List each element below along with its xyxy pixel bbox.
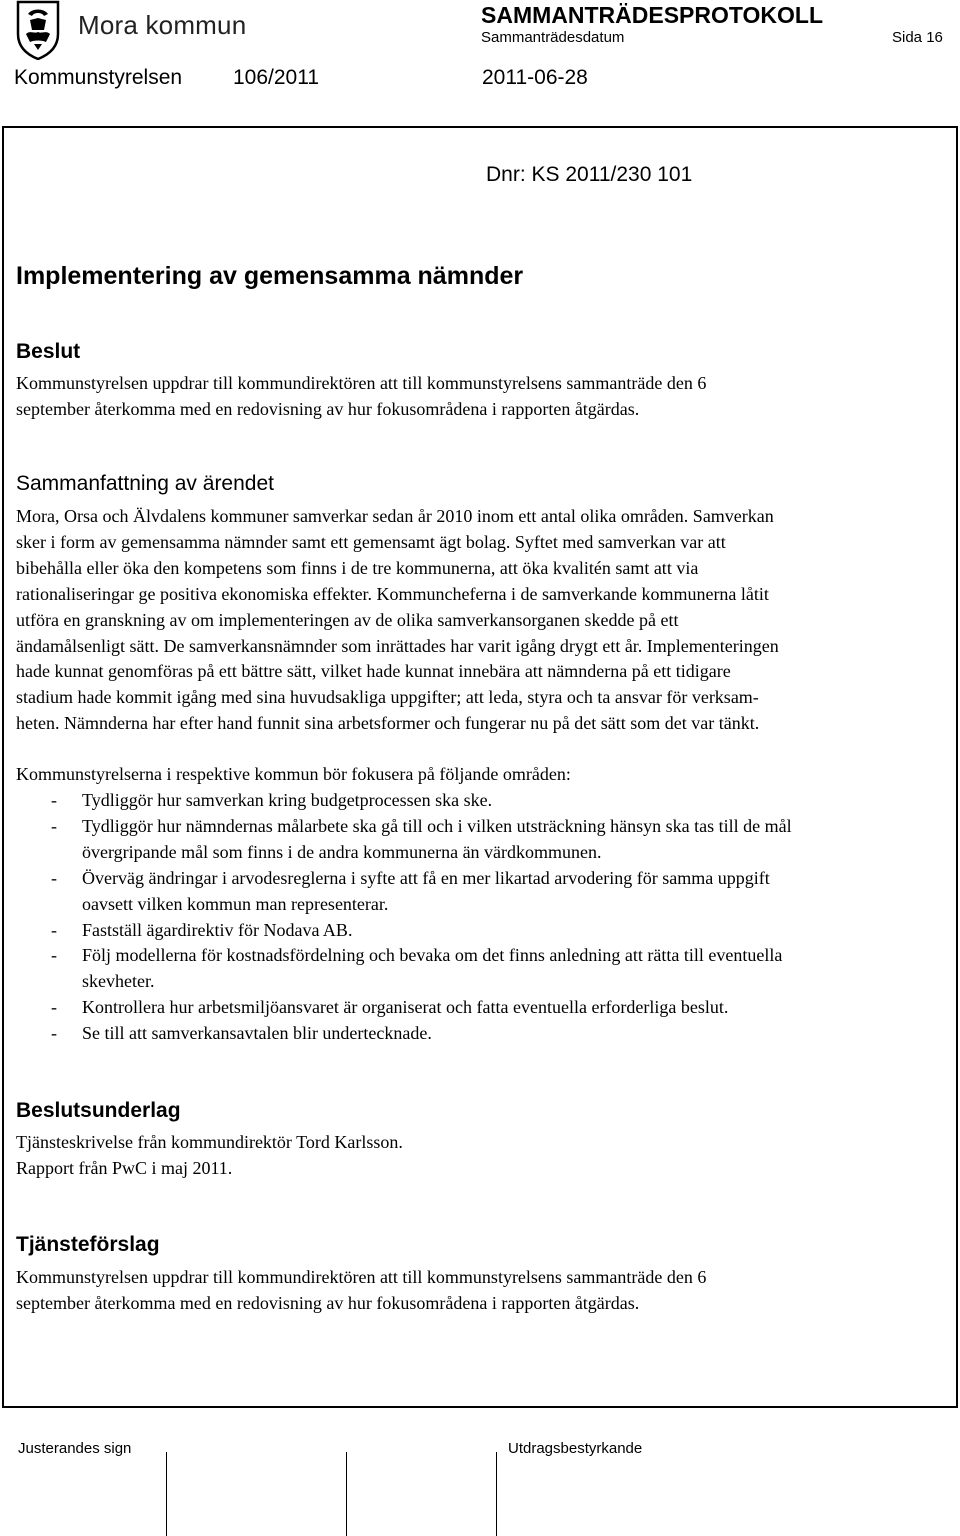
section-heading-tjansteforslag: Tjänsteförslag <box>16 1233 160 1256</box>
focus-list <box>16 788 956 1047</box>
content-frame-right <box>956 126 958 1408</box>
list-item-text: oavsett vilken kommun man representerar. <box>82 893 389 914</box>
municipality-name: Mora kommun <box>78 10 247 40</box>
meeting-date-label: Sammanträdesdatum <box>481 29 625 46</box>
text-line: september återkomma med en redovisning av hur fokusområdena i rapporten åtgärdas. <box>16 1292 640 1313</box>
beslut-text <box>16 371 956 423</box>
list-item-text: Se till att samverkansavtalen blir undertecknade. <box>82 1023 432 1044</box>
utdragsbestyrkande-label: Utdragsbestyrkande <box>508 1440 643 1457</box>
list-dash: - <box>51 815 57 836</box>
list-item-text: Tydliggör hur samverkan kring budgetprocessen ska ske. <box>82 790 493 810</box>
beslutsunderlag-text <box>16 1130 956 1182</box>
text-line: Rapport från PwC i maj 2011. <box>16 1157 233 1178</box>
registration-number: Dnr: KS 2011/230 101 <box>486 163 693 186</box>
committee-name: Kommunstyrelsen <box>14 66 183 89</box>
text-line: ändamålsenligt sätt. De samverkansnämnder som inrättades har varit igång drygt ett år. Implementeringen <box>16 635 779 656</box>
list-item-text: övergripande mål som finns i de andra kommunerna än värdkommunen. <box>82 841 602 862</box>
list-item <box>16 788 956 814</box>
list-item <box>16 814 956 866</box>
list-dash: - <box>51 1023 57 1044</box>
signature-divider <box>346 1452 347 1536</box>
justerandes-sign-label: Justerandes sign <box>18 1440 132 1457</box>
list-item <box>16 943 956 995</box>
list-item-text: Kontrollera hur arbetsmiljöansvaret är organiserat och fatta eventuella erforderliga beslut. <box>82 997 729 1018</box>
case-number: 106/2011 <box>233 66 320 89</box>
municipal-crest-logo <box>14 0 62 60</box>
text-line: hade kunnat genomföras på ett bättre sätt, vilket hade kunnat innebära att nämnderna på ett tidigare <box>16 661 731 682</box>
section-heading-beslut: Beslut <box>16 340 81 363</box>
section-heading-beslutsunderlag: Beslutsunderlag <box>16 1099 181 1122</box>
page-number: Sida 16 <box>892 29 943 46</box>
text-line: rationaliseringar ge positiva ekonomiska effekter. Kommuncheferna i de samverkande kommunerna låtit <box>16 583 769 604</box>
text-line: stadium hade kommit igång med sina huvudsakliga uppgifter; att leda, styra och ta ansvar för verksam- <box>16 687 759 708</box>
list-item-text: Följ modellerna för kostnadsfördelning och bevaka om det finns anledning att rätta till eventuella <box>82 945 783 966</box>
list-dash: - <box>51 997 57 1018</box>
list-dash: - <box>51 867 57 888</box>
list-item <box>16 1021 956 1047</box>
focus-intro: Kommunstyrelserna i respektive kommun bör fokusera på följande områden: <box>16 764 571 784</box>
list-dash: - <box>51 790 57 810</box>
text-line: utföra en granskning av om implementeringen av de olika samverkansorganen skedde på ett <box>16 609 679 630</box>
list-item-text: Tydliggör hur nämndernas målarbete ska gå till och i vilken utsträckning hänsyn ska tas till de mål <box>82 815 792 836</box>
content-frame-bottom <box>2 1406 958 1408</box>
text-line: sker i form av gemensamma nämnder samt ett gemensamt ägt bolag. Syftet med samverkan var att <box>16 531 726 552</box>
tjansteforslag-text <box>16 1265 956 1317</box>
signature-divider <box>166 1452 167 1536</box>
text-line: Mora, Orsa och Älvdalens kommuner samverkar sedan år 2010 inom ett antal olika områden. Samverkan <box>16 506 774 526</box>
text-line: Tjänsteskrivelse från kommundirektör Tord Karlsson. <box>16 1132 403 1152</box>
protocol-title: SAMMANTRÄDESPROTOKOLL <box>481 2 824 28</box>
sammanfattning-text <box>16 504 956 737</box>
text-line: heten. Nämnderna har efter hand funnit sina arbetsformer och fungerar nu på det sätt som det var tänkt. <box>16 713 760 734</box>
list-dash: - <box>51 919 57 940</box>
signature-divider <box>496 1452 497 1536</box>
document-title: Implementering av gemensamma nämnder <box>16 262 524 290</box>
list-item-text: skevheter. <box>82 971 155 992</box>
list-dash: - <box>51 945 57 966</box>
list-item <box>16 918 956 944</box>
text-line: september återkomma med en redovisning av hur fokusområdena i rapporten åtgärdas. <box>16 398 640 419</box>
list-item-text: Fastställ ägardirektiv för Nodava AB. <box>82 919 353 940</box>
text-line: Kommunstyrelsen uppdrar till kommundirektören att till kommunstyrelsens sammanträde den 6 <box>16 1267 707 1287</box>
text-line: bibehålla eller öka den kompetens som finns i de tre kommunerna, att öka kvalitén samt att via <box>16 557 699 578</box>
section-heading-sammanfattning: Sammanfattning av ärendet <box>16 472 274 495</box>
list-item <box>16 995 956 1021</box>
list-item <box>16 866 956 918</box>
meeting-date: 2011-06-28 <box>482 66 588 89</box>
content-frame-left <box>2 126 4 1408</box>
list-item-text: Överväg ändringar i arvodesreglerna i syfte att få en mer likartad arvodering för samma uppgift <box>82 867 770 888</box>
content-frame-top <box>2 126 958 128</box>
text-line: Kommunstyrelsen uppdrar till kommundirektören att till kommunstyrelsens sammanträde den 6 <box>16 373 707 393</box>
